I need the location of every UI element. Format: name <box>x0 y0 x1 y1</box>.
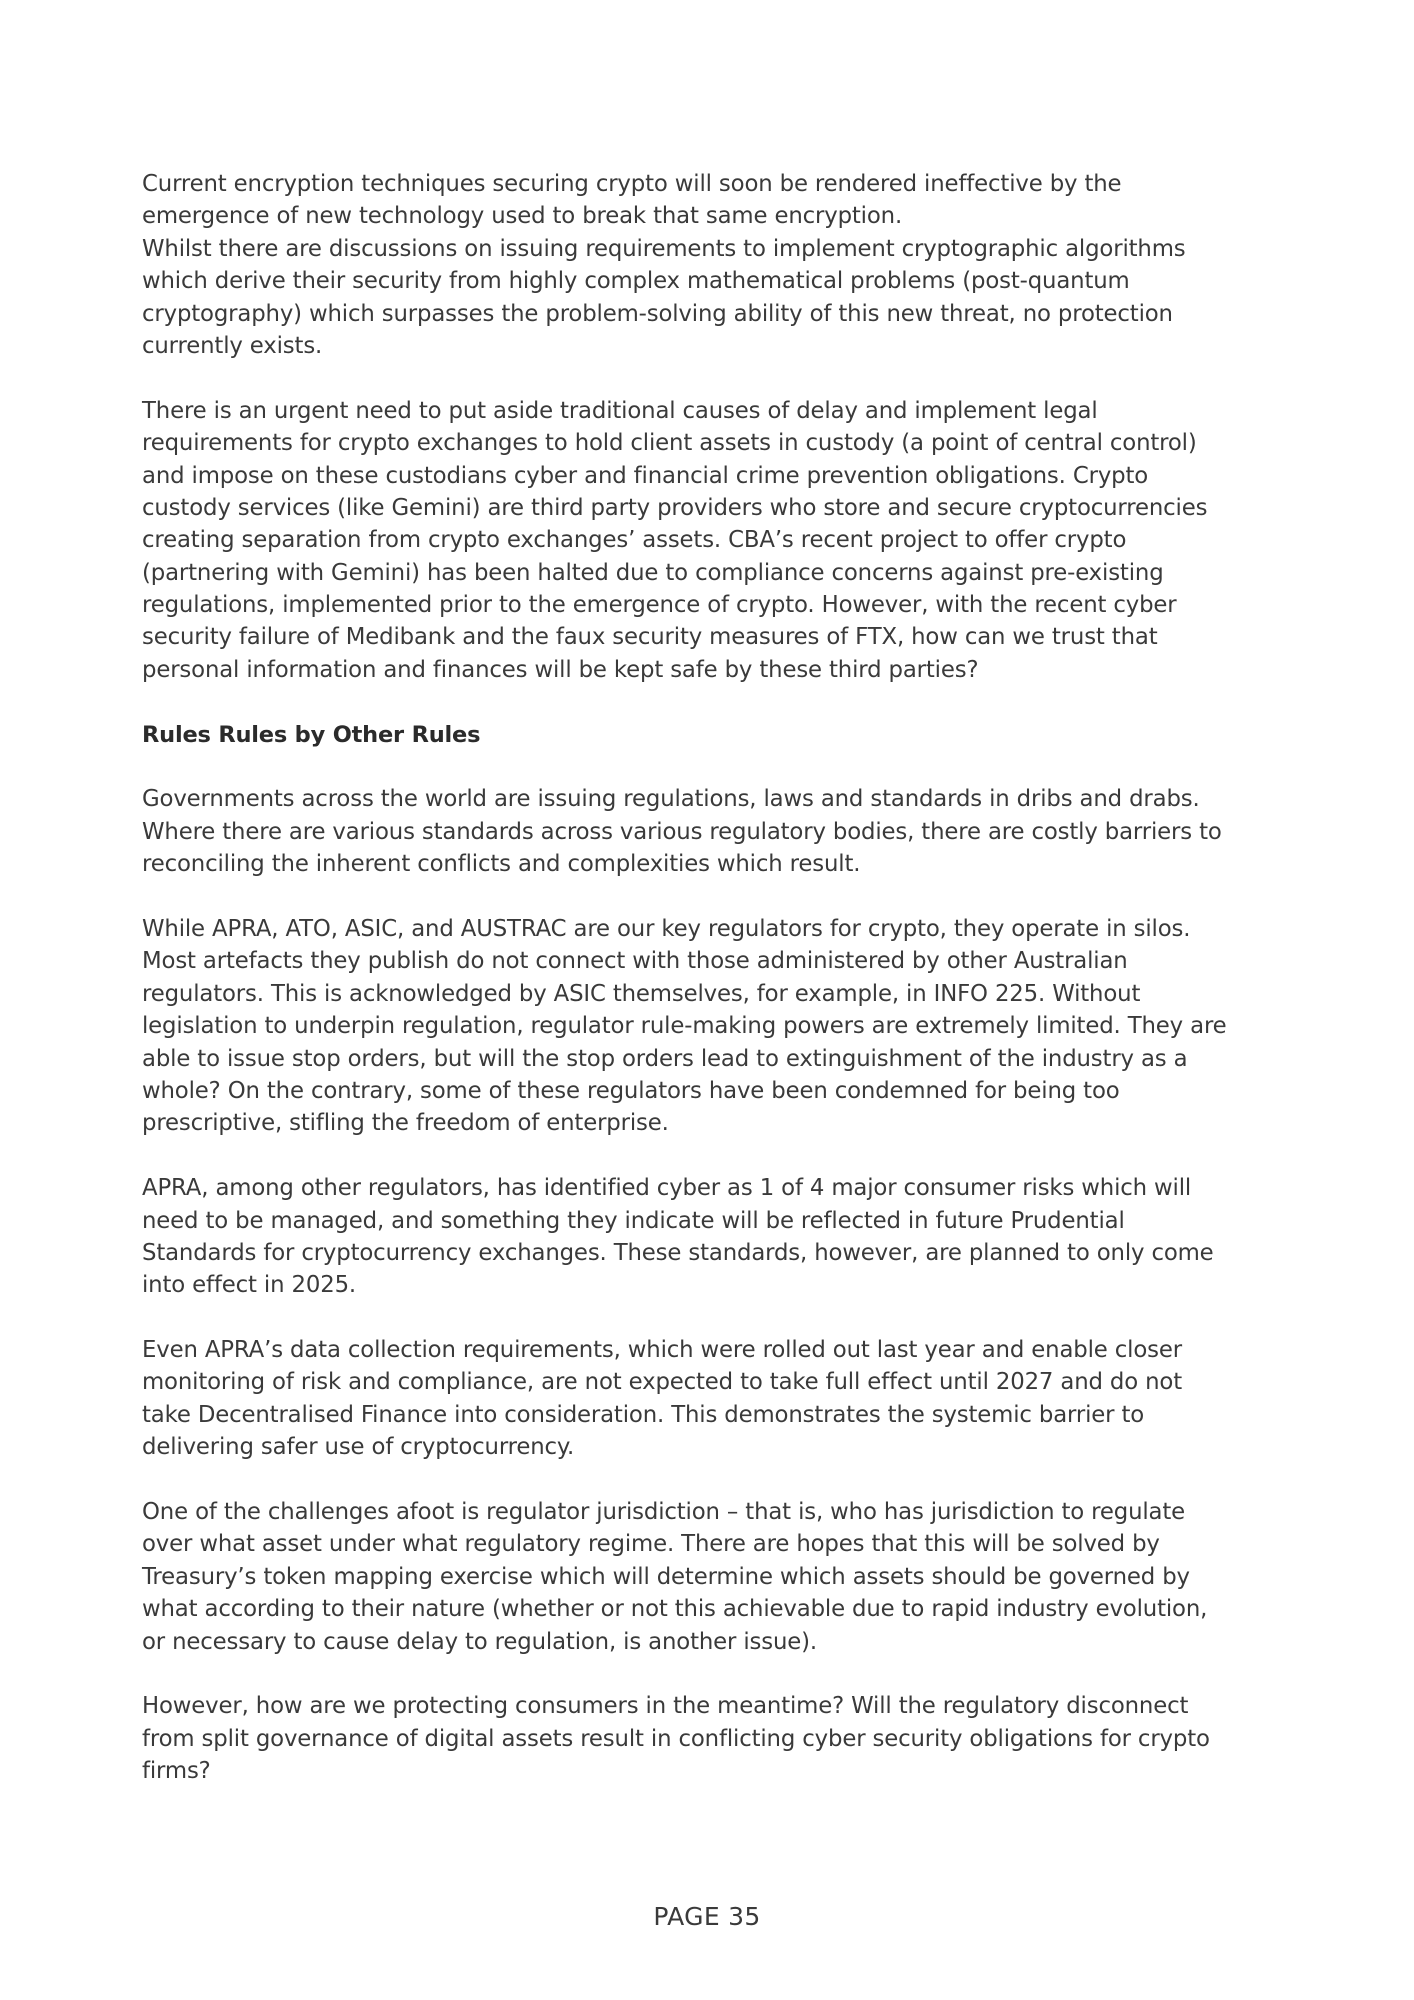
text-line: While APRA, ATO, ASIC, and AUSTRAC are our key regulators for crypto, they operate in silos. <box>142 915 1191 942</box>
text-line: creating separation from crypto exchanges’ assets. CBA’s recent project to offer crypto <box>142 527 1127 554</box>
paragraph-custody <box>142 395 1282 687</box>
document-body <box>142 168 1282 1788</box>
text-line: (partnering with Gemini) has been halted due to compliance concerns against pre-existing <box>142 559 1164 586</box>
text-line: requirements for crypto exchanges to hold client assets in custody (a point of central control) <box>142 430 1197 457</box>
paragraph-gap <box>142 1302 1282 1334</box>
text-line: custody services (like Gemini) are third party providers who store and secure cryptocurrencies <box>142 494 1208 521</box>
text-line: Standards for cryptocurrency exchanges. These standards, however, are planned to only come <box>142 1239 1214 1266</box>
paragraph-gap <box>142 881 1282 913</box>
text-line: legislation to underpin regulation, regulator rule-making powers are extremely limited. They are <box>142 1013 1227 1040</box>
text-line: APRA, among other regulators, has identified cyber as 1 of 4 major consumer risks which will <box>142 1175 1192 1202</box>
paragraph-gap <box>142 1464 1282 1496</box>
text-line: currently exists. <box>142 332 323 359</box>
text-line: regulators. This is acknowledged by ASIC themselves, for example, in INFO 225. Without <box>142 980 1141 1007</box>
text-line: Governments across the world are issuing regulations, laws and standards in dribs and drabs. <box>142 786 1200 813</box>
text-line: delivering safer use of cryptocurrency. <box>142 1434 575 1461</box>
paragraph-consumers <box>142 1690 1282 1787</box>
text-line: over what asset under what regulatory regime. There are hopes that this will be solved by <box>142 1531 1160 1558</box>
text-line: need to be managed, and something they indicate will be reflected in future Prudential <box>142 1207 1125 1234</box>
text-line: take Decentralised Finance into consideration. This demonstrates the systemic barrier to <box>142 1401 1145 1428</box>
text-line: Whilst there are discussions on issuing requirements to implement cryptographic algorithms <box>142 235 1186 262</box>
paragraph-data-collection <box>142 1334 1282 1464</box>
text-line: Current encryption techniques securing crypto will soon be rendered ineffective by the <box>142 171 1122 197</box>
text-line: Where there are various standards across various regulatory bodies, there are costly barriers to <box>142 818 1222 845</box>
text-line: Most artefacts they publish do not connect with those administered by other Australian <box>142 948 1128 975</box>
text-line: whole? On the contrary, some of these regulators have been condemned for being too <box>142 1077 1120 1104</box>
paragraph-apra-cyber <box>142 1172 1282 1302</box>
text-line: from split governance of digital assets result in conflicting cyber security obligations for crypto <box>142 1725 1210 1752</box>
text-line: However, how are we protecting consumers in the meantime? Will the regulatory disconnect <box>142 1693 1189 1720</box>
paragraph-gap <box>142 1140 1282 1172</box>
paragraph-regulators <box>142 913 1282 1140</box>
text-line: emergence of new technology used to break that same encryption. <box>142 203 903 230</box>
text-line: security failure of Medibank and the faux security measures of FTX, how can we trust that <box>142 624 1158 651</box>
text-line: prescriptive, stifling the freedom of enterprise. <box>142 1110 669 1137</box>
text-line: into effect in 2025. <box>142 1272 357 1299</box>
paragraph-gap <box>142 686 1282 718</box>
text-line: There is an urgent need to put aside traditional causes of delay and implement legal <box>142 397 1098 424</box>
paragraph-gap <box>142 1658 1282 1690</box>
text-line: firms? <box>142 1758 211 1785</box>
text-line: cryptography) which surpasses the problem-solving ability of this new threat, no protection <box>142 300 1173 327</box>
text-line: personal information and finances will be kept safe by these third parties? <box>142 656 979 683</box>
paragraph-gap <box>142 751 1282 783</box>
paragraph-jurisdiction <box>142 1496 1282 1658</box>
text-line: or necessary to cause delay to regulation, is another issue). <box>142 1628 818 1655</box>
paragraph-governments <box>142 783 1282 880</box>
text-line: what according to their nature (whether or not this achievable due to rapid industry evolution, <box>142 1596 1208 1623</box>
text-line: Treasury’s token mapping exercise which will determine which assets should be governed by <box>142 1563 1190 1590</box>
text-line: Even APRA’s data collection requirements, which were rolled out last year and enable closer <box>142 1337 1182 1364</box>
page-number: PAGE 35 <box>653 1902 761 1931</box>
text-line: One of the challenges afoot is regulator jurisdiction – that is, who has jurisdiction to regulate <box>142 1499 1186 1526</box>
text-line: which derive their security from highly complex mathematical problems (post-quantum <box>142 268 1130 295</box>
text-line: able to issue stop orders, but will the stop orders lead to extinguishment of the industry as a <box>142 1045 1188 1072</box>
text-line: reconciling the inherent conflicts and complexities which result. <box>142 851 861 878</box>
paragraph-encryption <box>142 168 1282 362</box>
text-line: monitoring of risk and compliance, are not expected to take full effect until 2027 and do not <box>142 1369 1183 1396</box>
text-line: and impose on these custodians cyber and financial crime prevention obligations. Crypto <box>142 462 1149 489</box>
paragraph-gap <box>142 362 1282 394</box>
text-line: regulations, implemented prior to the emergence of crypto. However, with the recent cyber <box>142 592 1177 619</box>
section-heading: Rules Rules by Other Rules <box>142 721 481 748</box>
